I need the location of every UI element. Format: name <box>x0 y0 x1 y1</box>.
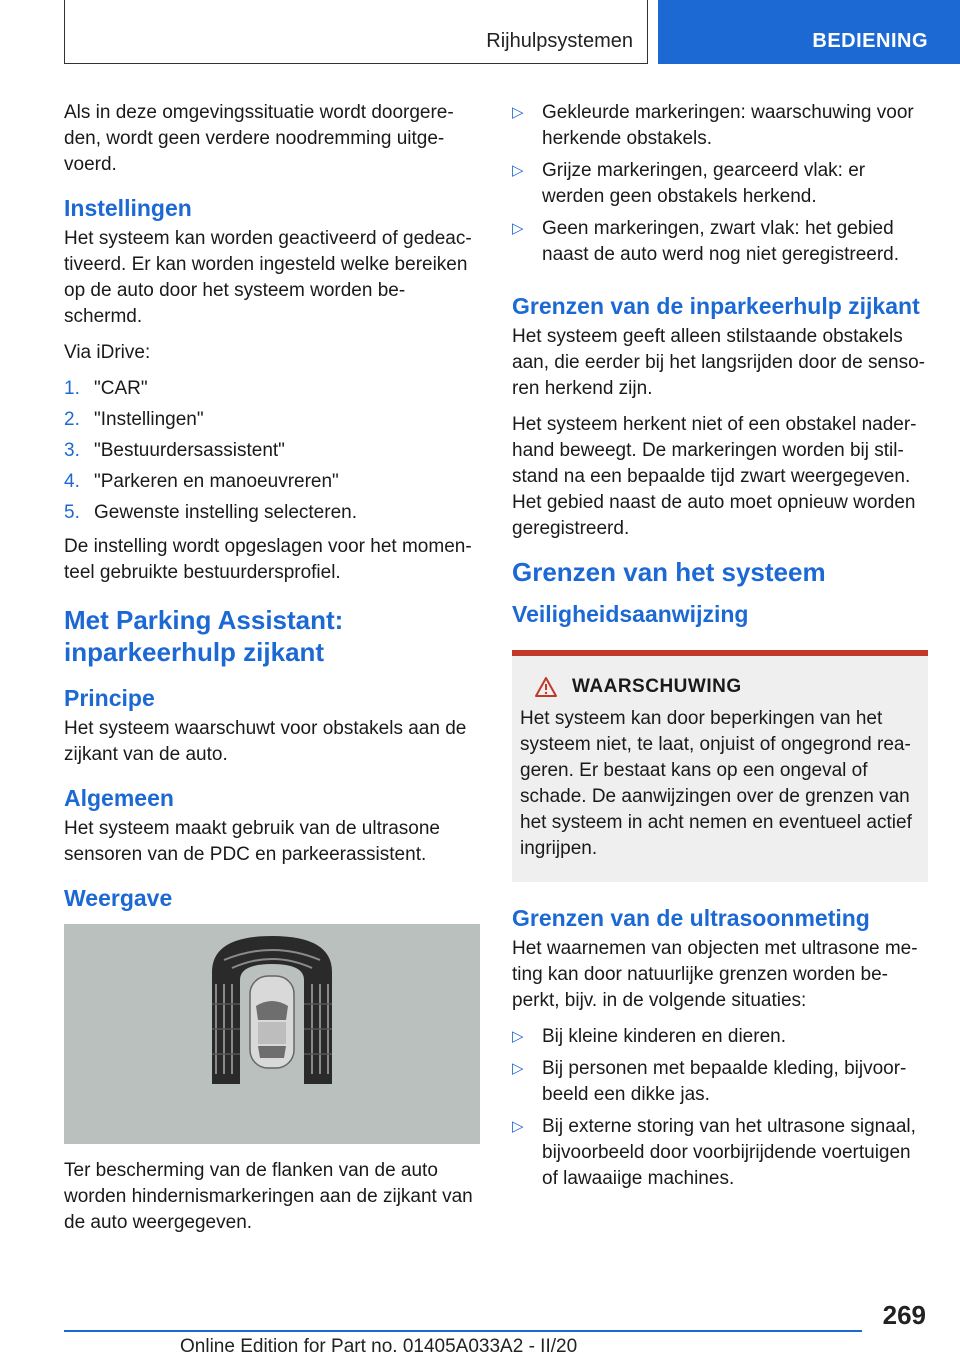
header-section-title: Rijhulpsystemen <box>486 30 633 52</box>
markings-list <box>512 100 928 268</box>
weergave-heading: Weergave <box>64 885 173 911</box>
step-text: "CAR" <box>94 378 148 399</box>
warning-triangle-icon <box>534 676 558 698</box>
instellingen-heading: Instellingen <box>64 195 192 221</box>
list-item-text: Bij externe storing van het ultrasone signaal, bijvoorbeeld door voorbijrijdende voertuigen of lawaaiige machines. <box>542 1116 916 1189</box>
step-text: Gewenste instelling selecteren. <box>94 502 357 523</box>
list-item-text: Bij kleine kinderen en dieren. <box>542 1026 786 1047</box>
list-item-text: Grijze markeringen, gearceerd vlak: er werden geen obstakels herkend. <box>542 160 866 207</box>
via-idrive-text: Via iDrive: <box>64 342 151 363</box>
list-item <box>512 216 928 268</box>
list-item-text: Geen markeringen, zwart vlak: het gebied naast de auto werd nog niet geregistreerd. <box>542 218 900 265</box>
footer-divider <box>64 1330 862 1332</box>
list-item <box>512 1114 928 1192</box>
parking-assistant-heading: Met Parking Assistant: inparkeerhulp zijkant <box>64 605 344 667</box>
warning-title <box>520 676 920 698</box>
car-overhead-icon <box>64 924 480 1144</box>
step-number: 3. <box>64 440 80 461</box>
list-item-text: Gekleurde markeringen: waarschuwing voor herkende obstakels. <box>542 102 914 149</box>
algemeen-paragraph: Het systeem maakt gebruik van de ultrasone sensoren van de PDC en parkeerassistent. <box>64 818 440 865</box>
ultrasoon-paragraph: Het waarnemen van objecten met ultrasone me-ting kan door natuurlijke grenzen worden be-perkt, bijv. in de volgende situaties: <box>512 938 918 1011</box>
step-number: 4. <box>64 471 80 492</box>
step-number: 2. <box>64 409 80 430</box>
ultrasoon-heading: Grenzen van de ultrasoonmeting <box>512 905 870 931</box>
grenzen-inparkeerhulp-p2: Het systeem herkent niet of een obstakel nader-hand beweegt. De markeringen worden bij stil-stand na een bepaalde tijd zwart weergegeven. Het gebied naast de auto moet opnieuw worden geregistreerd. <box>512 414 917 539</box>
step-text: "Bestuurdersassistent" <box>94 440 285 461</box>
warning-text: Het systeem kan door beperkingen van het systeem niet, te laat, onjuist of ongegrond rea-geren. Er bestaat kans op een ongeval of schade. De aanwijzingen over de grenzen van het systeem in acht nemen en eventueel actief ingrijpen. <box>520 708 912 859</box>
saved-profile-paragraph: De instelling wordt opgeslagen voor het momen-teel gebruikte bestuurdersprofiel. <box>64 536 472 583</box>
step-text: "Parkeren en manoeuvreren" <box>94 471 339 492</box>
triangle-bullet-icon: ▷ <box>512 220 524 237</box>
header-chapter-tab: BEDIENING <box>658 0 960 64</box>
list-item <box>512 1024 928 1050</box>
list-item <box>512 158 928 210</box>
right-column <box>512 100 928 1200</box>
list-item <box>64 407 480 433</box>
left-column <box>64 100 480 1246</box>
triangle-bullet-icon: ▷ <box>512 1118 524 1135</box>
step-number: 1. <box>64 378 80 399</box>
side-protection-figure <box>64 924 480 1144</box>
instellingen-paragraph: Het systeem kan worden geactiveerd of gedeac-tiveerd. Er kan worden ingesteld welke bereiken op de auto door het systeem worden be-schermd. <box>64 228 472 327</box>
list-item <box>64 500 480 526</box>
triangle-bullet-icon: ▷ <box>512 1060 524 1077</box>
principe-heading: Principe <box>64 685 155 711</box>
list-item <box>64 469 480 495</box>
intro-paragraph: Als in deze omgevingssituatie wordt doorgere-den, wordt geen verdere noodremming uitge-voerd. <box>64 102 454 175</box>
list-item <box>512 1056 928 1108</box>
triangle-bullet-icon: ▷ <box>512 104 524 121</box>
figure-caption: Ter bescherming van de flanken van de auto worden hindernismarkeringen aan de zijkant van de auto weergegeven. <box>64 1160 473 1233</box>
grenzen-inparkeerhulp-p1: Het systeem geeft alleen stilstaande obstakels aan, die eerder bij het langsrijden door de senso-ren herkend zijn. <box>512 326 925 399</box>
list-item-text: Bij personen met bepaalde kleding, bijvoor-beeld een dikke jas. <box>542 1058 907 1105</box>
ultrasoon-situations-list <box>512 1024 928 1192</box>
list-item <box>64 438 480 464</box>
triangle-bullet-icon: ▷ <box>512 162 524 179</box>
warning-title-text: WAARSCHUWING <box>572 676 742 697</box>
grenzen-inparkeerhulp-heading: Grenzen van de inparkeerhulp zijkant <box>512 293 920 319</box>
list-item <box>64 376 480 402</box>
header-section-box <box>64 0 648 64</box>
step-number: 5. <box>64 502 80 523</box>
idrive-steps-list <box>64 376 480 526</box>
algemeen-heading: Algemeen <box>64 785 174 811</box>
warning-box <box>512 650 928 882</box>
veiligheid-heading: Veiligheidsaanwijzing <box>512 601 749 627</box>
list-item <box>512 100 928 152</box>
footer-edition: Online Edition for Part no. 01405A033A2 - II/20 <box>180 1336 578 1357</box>
principe-paragraph: Het systeem waarschuwt voor obstakels aan de zijkant van de auto. <box>64 718 467 765</box>
page-number: 269 <box>882 1300 926 1330</box>
step-text: "Instellingen" <box>94 409 204 430</box>
triangle-bullet-icon: ▷ <box>512 1028 524 1045</box>
grenzen-systeem-heading: Grenzen van het systeem <box>512 557 826 587</box>
